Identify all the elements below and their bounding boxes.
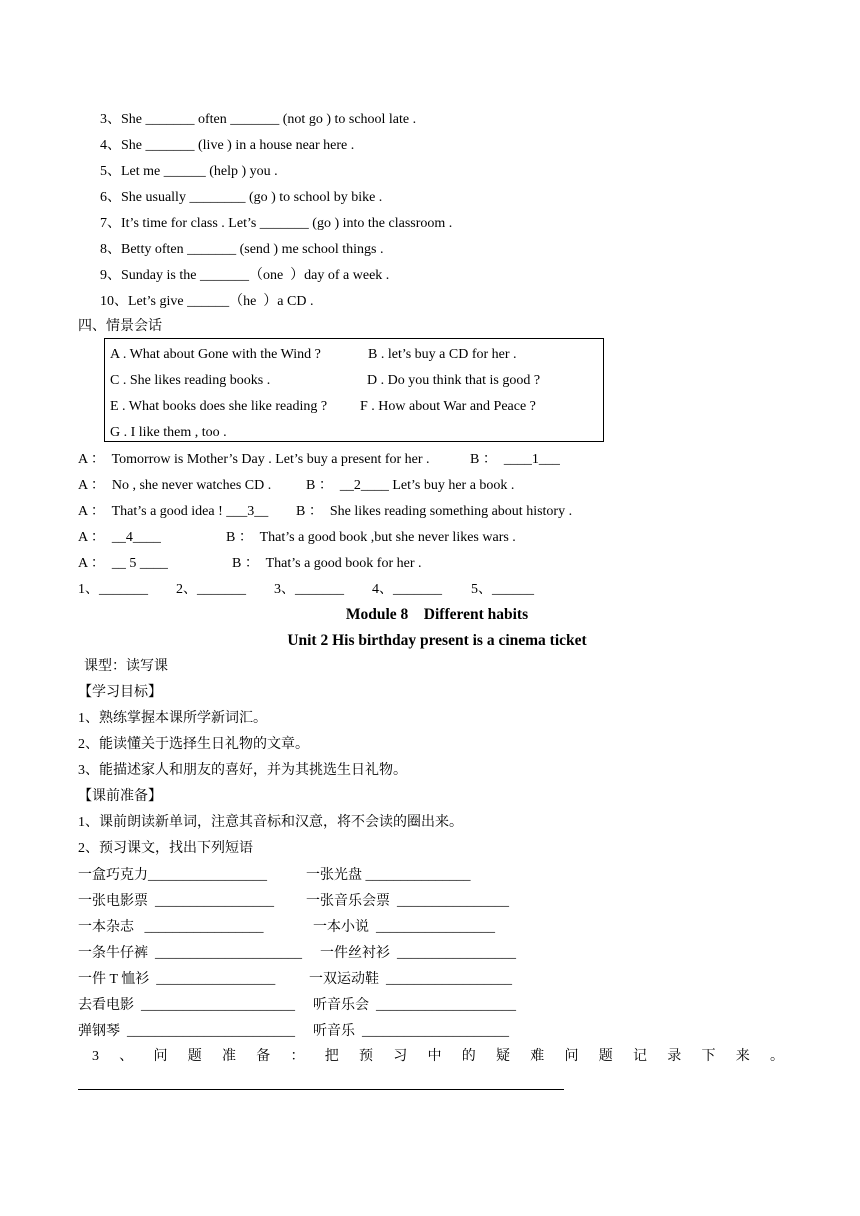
- exercise-8: 8、Betty often _______ (send ) me school things .: [100, 242, 384, 257]
- option-c: C . She likes reading books .: [110, 373, 271, 388]
- phrase-row-2-left: 一张电影票 _________________: [78, 894, 274, 909]
- question-prep-char: 把: [324, 1049, 339, 1064]
- option-f: F . How about War and Peace ?: [360, 399, 536, 414]
- lesson-type: 课型：读写课: [84, 659, 168, 674]
- question-prep-char: 问: [153, 1049, 168, 1064]
- dialogue-line-3-b: B ： She likes reading something about history .: [296, 504, 573, 519]
- option-g: G . I like them , too .: [110, 425, 227, 440]
- question-prep-char: 准: [222, 1049, 236, 1064]
- phrase-row-6-right: 听音乐会 ____________________: [313, 998, 516, 1013]
- phrase-row-3-left: 一本杂志 _________________: [78, 920, 264, 935]
- prep-heading: 【课前准备】: [78, 789, 162, 804]
- question-prep-char: ：: [290, 1049, 305, 1064]
- question-prep-char: 。: [770, 1049, 784, 1064]
- goals-heading: 【学习目标】: [78, 685, 162, 700]
- question-prep-char: 、: [119, 1049, 134, 1064]
- phrase-row-7-right: 听音乐 _____________________: [313, 1024, 509, 1039]
- exercise-7: 7、It’s time for class . Let’s _______ (go ) into the classroom .: [100, 216, 453, 231]
- question-prep-char: 3: [92, 1049, 99, 1064]
- answer-blank-4: 4、_______: [372, 582, 442, 597]
- exercise-3: 3、She _______ often _______ (not go ) to school late .: [100, 112, 417, 127]
- dialogue-line-2-a: A ： No , she never watches CD .: [78, 478, 272, 493]
- section-title-dialogue: 四、情景会话: [78, 319, 162, 334]
- answer-blank-1: 1、_______: [78, 582, 148, 597]
- question-prep-char: 预: [359, 1049, 373, 1064]
- question-prep-char: 问: [564, 1049, 579, 1064]
- question-prep-char: 中: [427, 1049, 442, 1064]
- question-prep-char: 记: [633, 1049, 647, 1064]
- answer-blank-3: 3、_______: [274, 582, 344, 597]
- question-prep-char: 下: [701, 1049, 716, 1064]
- goal-1: 1、熟练掌握本课所学新词汇。: [78, 711, 267, 726]
- phrase-row-5-right: 一双运动鞋 __________________: [309, 972, 512, 987]
- goal-2: 2、能读懂关于选择生日礼物的文章。: [78, 737, 309, 752]
- option-d: D . Do you think that is good ?: [367, 373, 541, 388]
- phrase-row-4-left: 一条牛仔裤 _____________________: [78, 946, 302, 961]
- phrase-row-3-right: 一本小说 _________________: [313, 920, 495, 935]
- question-prep-char: 录: [667, 1049, 682, 1064]
- dialogue-line-1-a: A ： Tomorrow is Mother’s Day . Let’s buy a present for her .: [78, 452, 430, 467]
- prep-2: 2、预习课文，找出下列短语: [78, 841, 253, 856]
- option-a: A . What about Gone with the Wind ?: [110, 347, 321, 362]
- exercise-9: 9、Sunday is the _______（one ）day of a week .: [100, 268, 390, 283]
- dialogue-line-3-a: A ： That’s a good idea ! ___3__: [78, 504, 269, 519]
- dialogue-line-5-a: A ： __ 5 ____: [78, 556, 168, 571]
- dialogue-line-4-a: A ： __4____: [78, 530, 161, 545]
- dialogue-line-2-b: B ： __2____ Let’s buy her a book .: [306, 478, 515, 493]
- answer-rule-line: [78, 1089, 564, 1090]
- question-prep-char: 题: [598, 1049, 613, 1064]
- dialogue-line-4-b: B ： That’s a good book ,but she never likes wars .: [226, 530, 516, 545]
- question-prep-char: 的: [461, 1049, 476, 1064]
- exercise-6: 6、She usually ________ (go ) to school by bike .: [100, 190, 383, 205]
- prep-1: 1、课前朗读新单词，注意其音标和汉意，将不会读的圈出来。: [78, 815, 463, 830]
- answer-blank-2: 2、_______: [176, 582, 246, 597]
- phrase-row-4-right: 一件丝衬衫 _________________: [320, 946, 516, 961]
- question-prep-char: 疑: [496, 1049, 510, 1064]
- question-prep-char: 难: [530, 1049, 545, 1064]
- question-prep-char: 备: [256, 1049, 271, 1064]
- dialogue-line-5-b: B ： That’s a good book for her .: [232, 556, 422, 571]
- phrase-row-7-left: 弹钢琴 ________________________: [78, 1024, 295, 1039]
- question-prep-line: [92, 1048, 784, 1066]
- exercise-4: 4、She _______ (live ) in a house near here .: [100, 138, 355, 153]
- goal-3: 3、能描述家人和朋友的喜好，并为其挑选生日礼物。: [78, 763, 407, 778]
- question-prep-char: 习: [393, 1049, 408, 1064]
- answer-blank-5: 5、______: [471, 582, 534, 597]
- option-b: B . let’s buy a CD for her .: [368, 347, 517, 362]
- dialogue-line-1-b: B ： ____1___: [470, 452, 560, 467]
- option-e: E . What books does she like reading ?: [110, 399, 328, 414]
- module-title: Module 8 Different habits: [345, 606, 529, 623]
- question-prep-char: 来: [735, 1049, 750, 1064]
- phrase-row-6-left: 去看电影 ______________________: [78, 998, 295, 1013]
- question-prep-char: 题: [187, 1049, 202, 1064]
- phrase-row-2-right: 一张音乐会票 ________________: [306, 894, 509, 909]
- exercise-5: 5、Let me ______ (help ) you .: [100, 164, 278, 179]
- phrase-row-1-right: 一张光盘 _______________: [306, 868, 471, 883]
- phrase-row-5-left: 一件 T 恤衫 _________________: [78, 972, 276, 987]
- exercise-10: 10、Let’s give ______（he ）a CD .: [100, 294, 314, 309]
- unit-title: Unit 2 His birthday present is a cinema ticket: [287, 632, 587, 649]
- phrase-row-1-left: 一盒巧克力_________________: [78, 868, 267, 883]
